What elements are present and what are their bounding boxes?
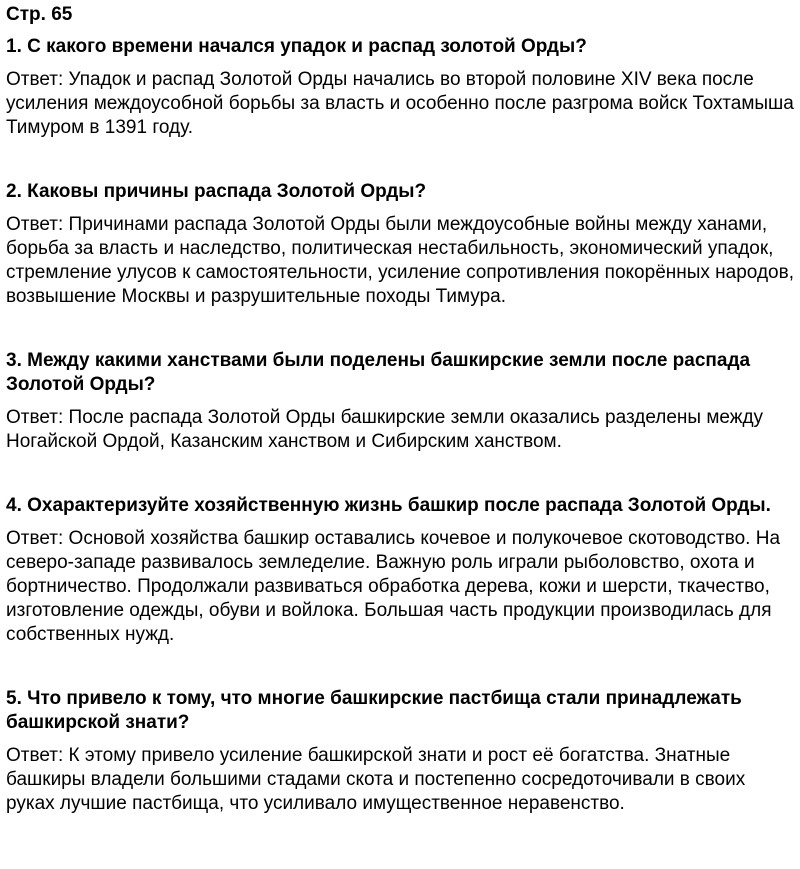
qa-item-3 — [6, 349, 794, 454]
answer-2: Ответ: Причинами распада Золотой Орды были междоусобные войны между ханами, борьба за власть и наследство, политическая нестабильность, экономический упадок, стремление улусов к самостоятельности, усиление сопротивления покорённых народов, возвышение Москвы и разрушительные походы Тимура. — [6, 214, 794, 307]
page-title: Стр. 65 — [6, 4, 73, 25]
question-2: 2. Каковы причины распада Золотой Орды? — [6, 181, 427, 202]
qa-item-1 — [6, 35, 794, 140]
qa-item-4 — [6, 494, 794, 647]
qa-item-2 — [6, 180, 794, 309]
answer-4: Ответ: Основой хозяйства башкир оставались кочевое и полукочевое скотоводство. На северо-западе развивалось земледелие. Важную роль играли рыболовство, охота и бортничество. Продолжали развиваться обработка дерева, кожи и шерсти, ткачество, изготовление одежды, обуви и войлока. Большая часть продукции производилась для собственных нужд. — [6, 528, 781, 645]
question-3: 3. Между какими ханствами были поделены башкирские земли после распада Золотой Орды? — [6, 350, 751, 395]
question-5: 5. Что привело к тому, что многие башкирские пастбища стали принадлежать башкирской знати? — [6, 688, 742, 733]
section-gap — [6, 647, 794, 687]
question-1: 1. С какого времени начался упадок и распад золотой Орды? — [6, 36, 587, 57]
qa-item-5 — [6, 687, 794, 816]
section-gap — [6, 309, 794, 349]
answer-1: Ответ: Упадок и распад Золотой Орды начались во второй половине XIV века после усиления междоусобной борьбы за власть и особенно после разгрома войск Тохтамыша Тимуром в 1391 году. — [6, 69, 794, 138]
section-gap — [6, 140, 794, 180]
question-4: 4. Охарактеризуйте хозяйственную жизнь башкир после распада Золотой Орды. — [6, 495, 771, 516]
answer-5: Ответ: К этому привело усиление башкирской знати и рост её богатства. Знатные башкиры владели большими стадами скота и постепенно сосредоточивали в своих руках лучшие пастбища, что усиливало имущественное неравенство. — [6, 745, 746, 814]
section-gap — [6, 454, 794, 494]
answer-3: Ответ: После распада Золотой Орды башкирские земли оказались разделены между Ногайской Ордой, Казанским ханством и Сибирским ханством. — [6, 407, 764, 452]
